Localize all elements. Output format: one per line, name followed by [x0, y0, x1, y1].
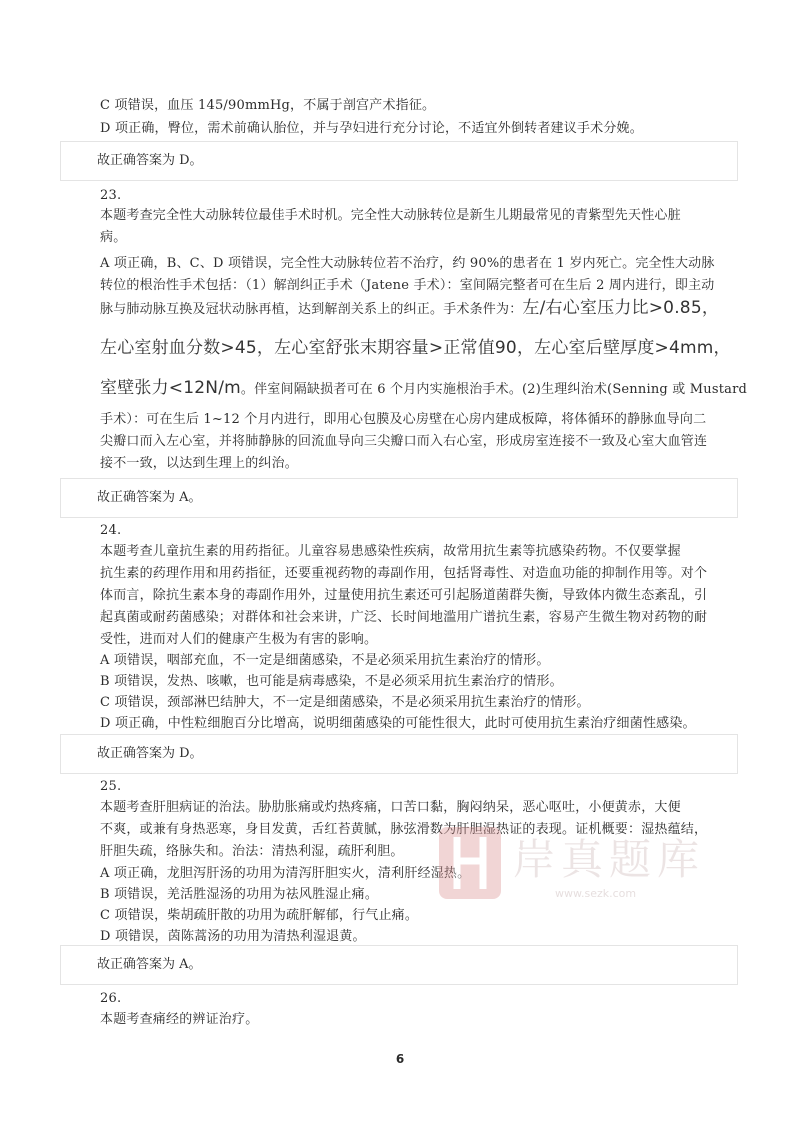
watermark-text: 岸真题库: [513, 835, 706, 884]
text-line: 受性，进而对人们的健康产生极为有害的影响。: [100, 632, 378, 647]
text-line: C 项错误，血压 145/90mmHg，不属于剖宫产术指征。: [100, 98, 436, 113]
text-line: C 项错误，柴胡疏肝散的功用为疏肝解郁，行气止痛。: [100, 908, 419, 923]
text-line: 肝胆失疏，络脉失和。治法：清热利湿，疏肝利胆。: [100, 844, 404, 859]
answer-text: 故正确答案为 D。: [97, 746, 203, 761]
text-line: A 项错误，咽部充血，不一定是细菌感染，不是必须采用抗生素治疗的情形。: [100, 653, 550, 668]
text-line: 转位的根治性手术包括：（1）解剖纠正手术（Jatene 手术）：室间隔完整者可在生后 2 周内进行，即主动: [100, 278, 715, 293]
answer-text: 故正确答案为 D。: [97, 153, 203, 168]
question-number: 25.: [100, 779, 122, 794]
text-line: B 项错误，羌活胜湿汤的功用为祛风胜湿止痛。: [100, 887, 379, 902]
text-line: C 项错误，颈部淋巴结肿大，不一定是细菌感染，不是必须采用抗生素治疗的情形。: [100, 695, 590, 710]
text-line: 本题考查完全性大动脉转位最佳手术时机。完全性大动脉转位是新生儿期最常见的青紫型先天性心脏: [100, 208, 681, 223]
formula-text: 左/右心室压力比>0.85，: [522, 298, 720, 318]
answer-box: [60, 734, 738, 774]
watermark-url: www.sezk.com: [555, 887, 637, 900]
formula-text: 室壁张力<12N/m: [100, 378, 241, 398]
text-line: D 项正确，中性粒细胞百分比增高，说明细菌感染的可能性很大，此时可使用抗生素治疗细菌性感染。: [100, 716, 696, 731]
text-line: 病。: [100, 230, 127, 245]
watermark: [435, 815, 735, 925]
answer-box: [60, 478, 738, 518]
text-line: [100, 380, 747, 398]
text-line: D 项错误，茵陈蒿汤的功用为清热利湿退黄。: [100, 929, 366, 944]
question-number: 23.: [100, 188, 122, 203]
answer-box: [60, 945, 738, 985]
answer-text: 故正确答案为 A。: [97, 490, 202, 505]
page-number: 6: [395, 1052, 405, 1066]
text-span: 。伴室间隔缺损者可在 6 个月内实施根治手术。(2)生理纠治术(Senning 或 Mustard: [240, 382, 748, 397]
text-line: 不爽，或兼有身热恶寒，身目发黄，舌红苔黄腻，脉弦滑数为肝胆湿热证的表现。证机概要：湿热蕴结，: [100, 822, 708, 837]
text-line: 本题考查儿童抗生素的用药指征。儿童容易患感染性疾病，故常用抗生素等抗感染药物。不仅要掌握: [100, 544, 681, 559]
text-line: 起真菌或耐药菌感染；对群体和社会来讲，广泛、长时间地滥用广谱抗生素，容易产生微生物对药物的耐: [100, 610, 708, 625]
text-line: B 项错误，发热、咳嗽，也可能是病毒感染，不是必须采用抗生素治疗的情形。: [100, 674, 563, 689]
formula-line: 左心室射血分数>45，左心室舒张末期容量>正常值90，左心室后壁厚度>4mm，: [100, 338, 731, 358]
text-line: 尖瓣口而入左心室，并将肺静脉的回流血导向三尖瓣口而入右心室，形成房室连接不一致及心室大血管连: [100, 434, 708, 449]
text-line: 本题考查痛经的辨证治疗。: [100, 1012, 259, 1027]
text-line: D 项正确，臀位，需术前确认胎位，并与孕妇进行充分讨论，不适宜外倒转者建议手术分娩。: [100, 121, 643, 136]
text-line: 接不一致，以达到生理上的纠治。: [100, 456, 299, 471]
watermark-logo-icon: [435, 823, 505, 903]
text-line: 体而言，除抗生素本身的毒副作用外，过量使用抗生素还可引起肠道菌群失衡，导致体内微生态紊乱，引: [100, 588, 708, 603]
text-line: 抗生素的药理作用和用药指征，还要重视药物的毒副作用，包括肾毒性、对造血功能的抑制作用等。对个: [100, 566, 708, 581]
text-line: A 项正确，龙胆泻肝汤的功用为清泻肝胆实火，清利肝经湿热。: [100, 866, 471, 881]
answer-box: [60, 141, 738, 181]
text-line: 本题考查肝胆病证的治法。胁肋胀痛或灼热疼痛，口苦口黏，胸闷纳呆，恶心呕吐，小便黄赤，大便: [100, 800, 681, 815]
question-number: 24.: [100, 523, 122, 538]
text-line: [100, 300, 719, 318]
text-line: A 项正确，B、C、D 项错误，完全性大动脉转位若不治疗，约 90%的患者在 1 岁内死亡。完全性大动脉: [100, 256, 715, 271]
text-span: 脉与肺动脉互换及冠状动脉再植，达到解剖关系上的纠正。手术条件为：: [100, 302, 523, 317]
question-number: 26.: [100, 991, 122, 1006]
answer-text: 故正确答案为 A。: [97, 957, 202, 972]
text-line: 手术）：可在生后 1~12 个月内进行，即用心包膜及心房壁在心房内建成板障，将体循环的静脉血导向二: [100, 412, 707, 427]
